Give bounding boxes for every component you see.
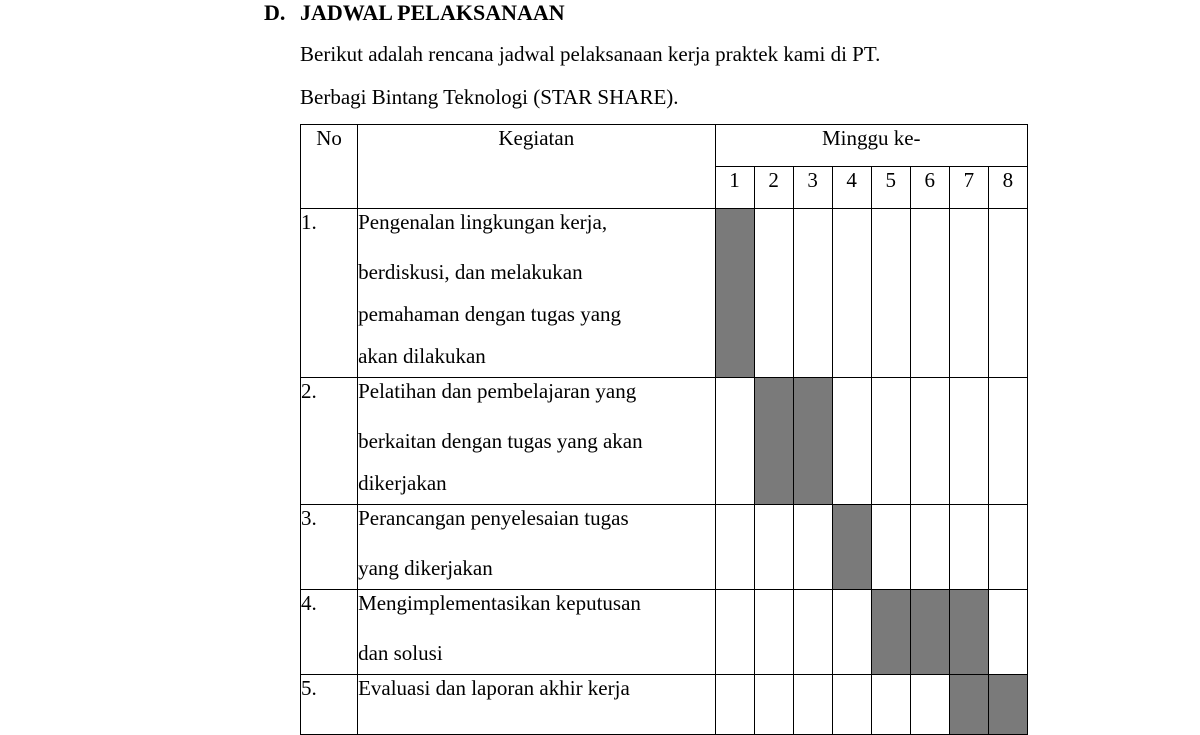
week-cell (871, 378, 910, 505)
week-cell (715, 378, 754, 505)
activity-line: dan solusi (358, 641, 443, 665)
intro-line-2: Berbagi Bintang Teknologi (STAR SHARE). (300, 85, 679, 109)
week-cell (754, 675, 793, 735)
week-cell (754, 378, 793, 505)
week-cell (793, 378, 832, 505)
week-cell (754, 590, 793, 675)
week-cell (754, 209, 793, 378)
week-cell (832, 590, 871, 675)
activity-cell (358, 505, 715, 590)
week-label: 7 (949, 167, 988, 209)
week-cell (832, 209, 871, 378)
activity-cell (358, 209, 715, 378)
week-cell (832, 505, 871, 590)
week-label: 3 (793, 167, 832, 209)
week-label: 5 (871, 167, 910, 209)
week-cell (910, 505, 949, 590)
table-row (301, 505, 1028, 590)
activity-line: pemahaman dengan tugas yang (358, 302, 622, 326)
week-cell (871, 675, 910, 735)
table-row (301, 209, 1028, 378)
section-heading (264, 0, 565, 26)
week-cell (949, 590, 988, 675)
week-cell (988, 378, 1027, 505)
week-cell (715, 505, 754, 590)
week-cell (871, 505, 910, 590)
week-cell (793, 505, 832, 590)
header-row (301, 125, 1028, 167)
week-cell (832, 378, 871, 505)
week-cell (910, 590, 949, 675)
activity-line: berdiskusi, dan melakukan (358, 260, 583, 284)
activity-cell (358, 378, 715, 505)
week-cell (910, 675, 949, 735)
week-cell (715, 209, 754, 378)
activity-cell (358, 675, 715, 735)
section-title: JADWAL PELAKSANAAN (300, 0, 565, 25)
header-activity: Kegiatan (358, 125, 715, 209)
week-cell (949, 378, 988, 505)
section-number: D. (264, 0, 286, 25)
activity-cell (358, 590, 715, 675)
row-number: 1. (301, 209, 358, 378)
week-cell (793, 675, 832, 735)
row-number: 5. (301, 675, 358, 735)
week-cell (988, 590, 1027, 675)
week-cell (715, 675, 754, 735)
week-cell (793, 209, 832, 378)
activity-line: Pelatihan dan pembelajaran yang (358, 379, 637, 403)
week-cell (871, 590, 910, 675)
week-cell (910, 378, 949, 505)
week-cell (949, 675, 988, 735)
week-cell (988, 675, 1027, 735)
intro-line-1: Berikut adalah rencana jadwal pelaksanaan kerja praktek kami di PT. (300, 42, 881, 66)
row-number: 2. (301, 378, 358, 505)
week-label: 2 (754, 167, 793, 209)
activity-line: Pengenalan lingkungan kerja, (358, 210, 608, 234)
week-label: 4 (832, 167, 871, 209)
week-label: 6 (910, 167, 949, 209)
table-row (301, 590, 1028, 675)
week-label: 8 (988, 167, 1027, 209)
week-label: 1 (715, 167, 754, 209)
table-row (301, 675, 1028, 735)
row-number: 4. (301, 590, 358, 675)
week-cell (988, 505, 1027, 590)
week-cell (715, 590, 754, 675)
activity-line: yang dikerjakan (358, 556, 493, 580)
week-cell (754, 505, 793, 590)
activity-line: Evaluasi dan laporan akhir kerja (358, 676, 630, 700)
activity-line: Perancangan penyelesaian tugas (358, 506, 629, 530)
week-cell (949, 209, 988, 378)
header-no: No (301, 125, 358, 209)
week-cell (832, 675, 871, 735)
table-row (301, 378, 1028, 505)
header-weeks: Minggu ke- (715, 125, 1027, 167)
week-cell (871, 209, 910, 378)
row-number: 3. (301, 505, 358, 590)
week-cell (988, 209, 1027, 378)
activity-line: akan dilakukan (358, 344, 486, 368)
activity-line: berkaitan dengan tugas yang akan (358, 429, 643, 453)
schedule-table (300, 124, 1028, 735)
week-cell (910, 209, 949, 378)
week-cell (949, 505, 988, 590)
activity-line: Mengimplementasikan keputusan (358, 591, 641, 615)
week-cell (793, 590, 832, 675)
activity-line: dikerjakan (358, 471, 447, 495)
